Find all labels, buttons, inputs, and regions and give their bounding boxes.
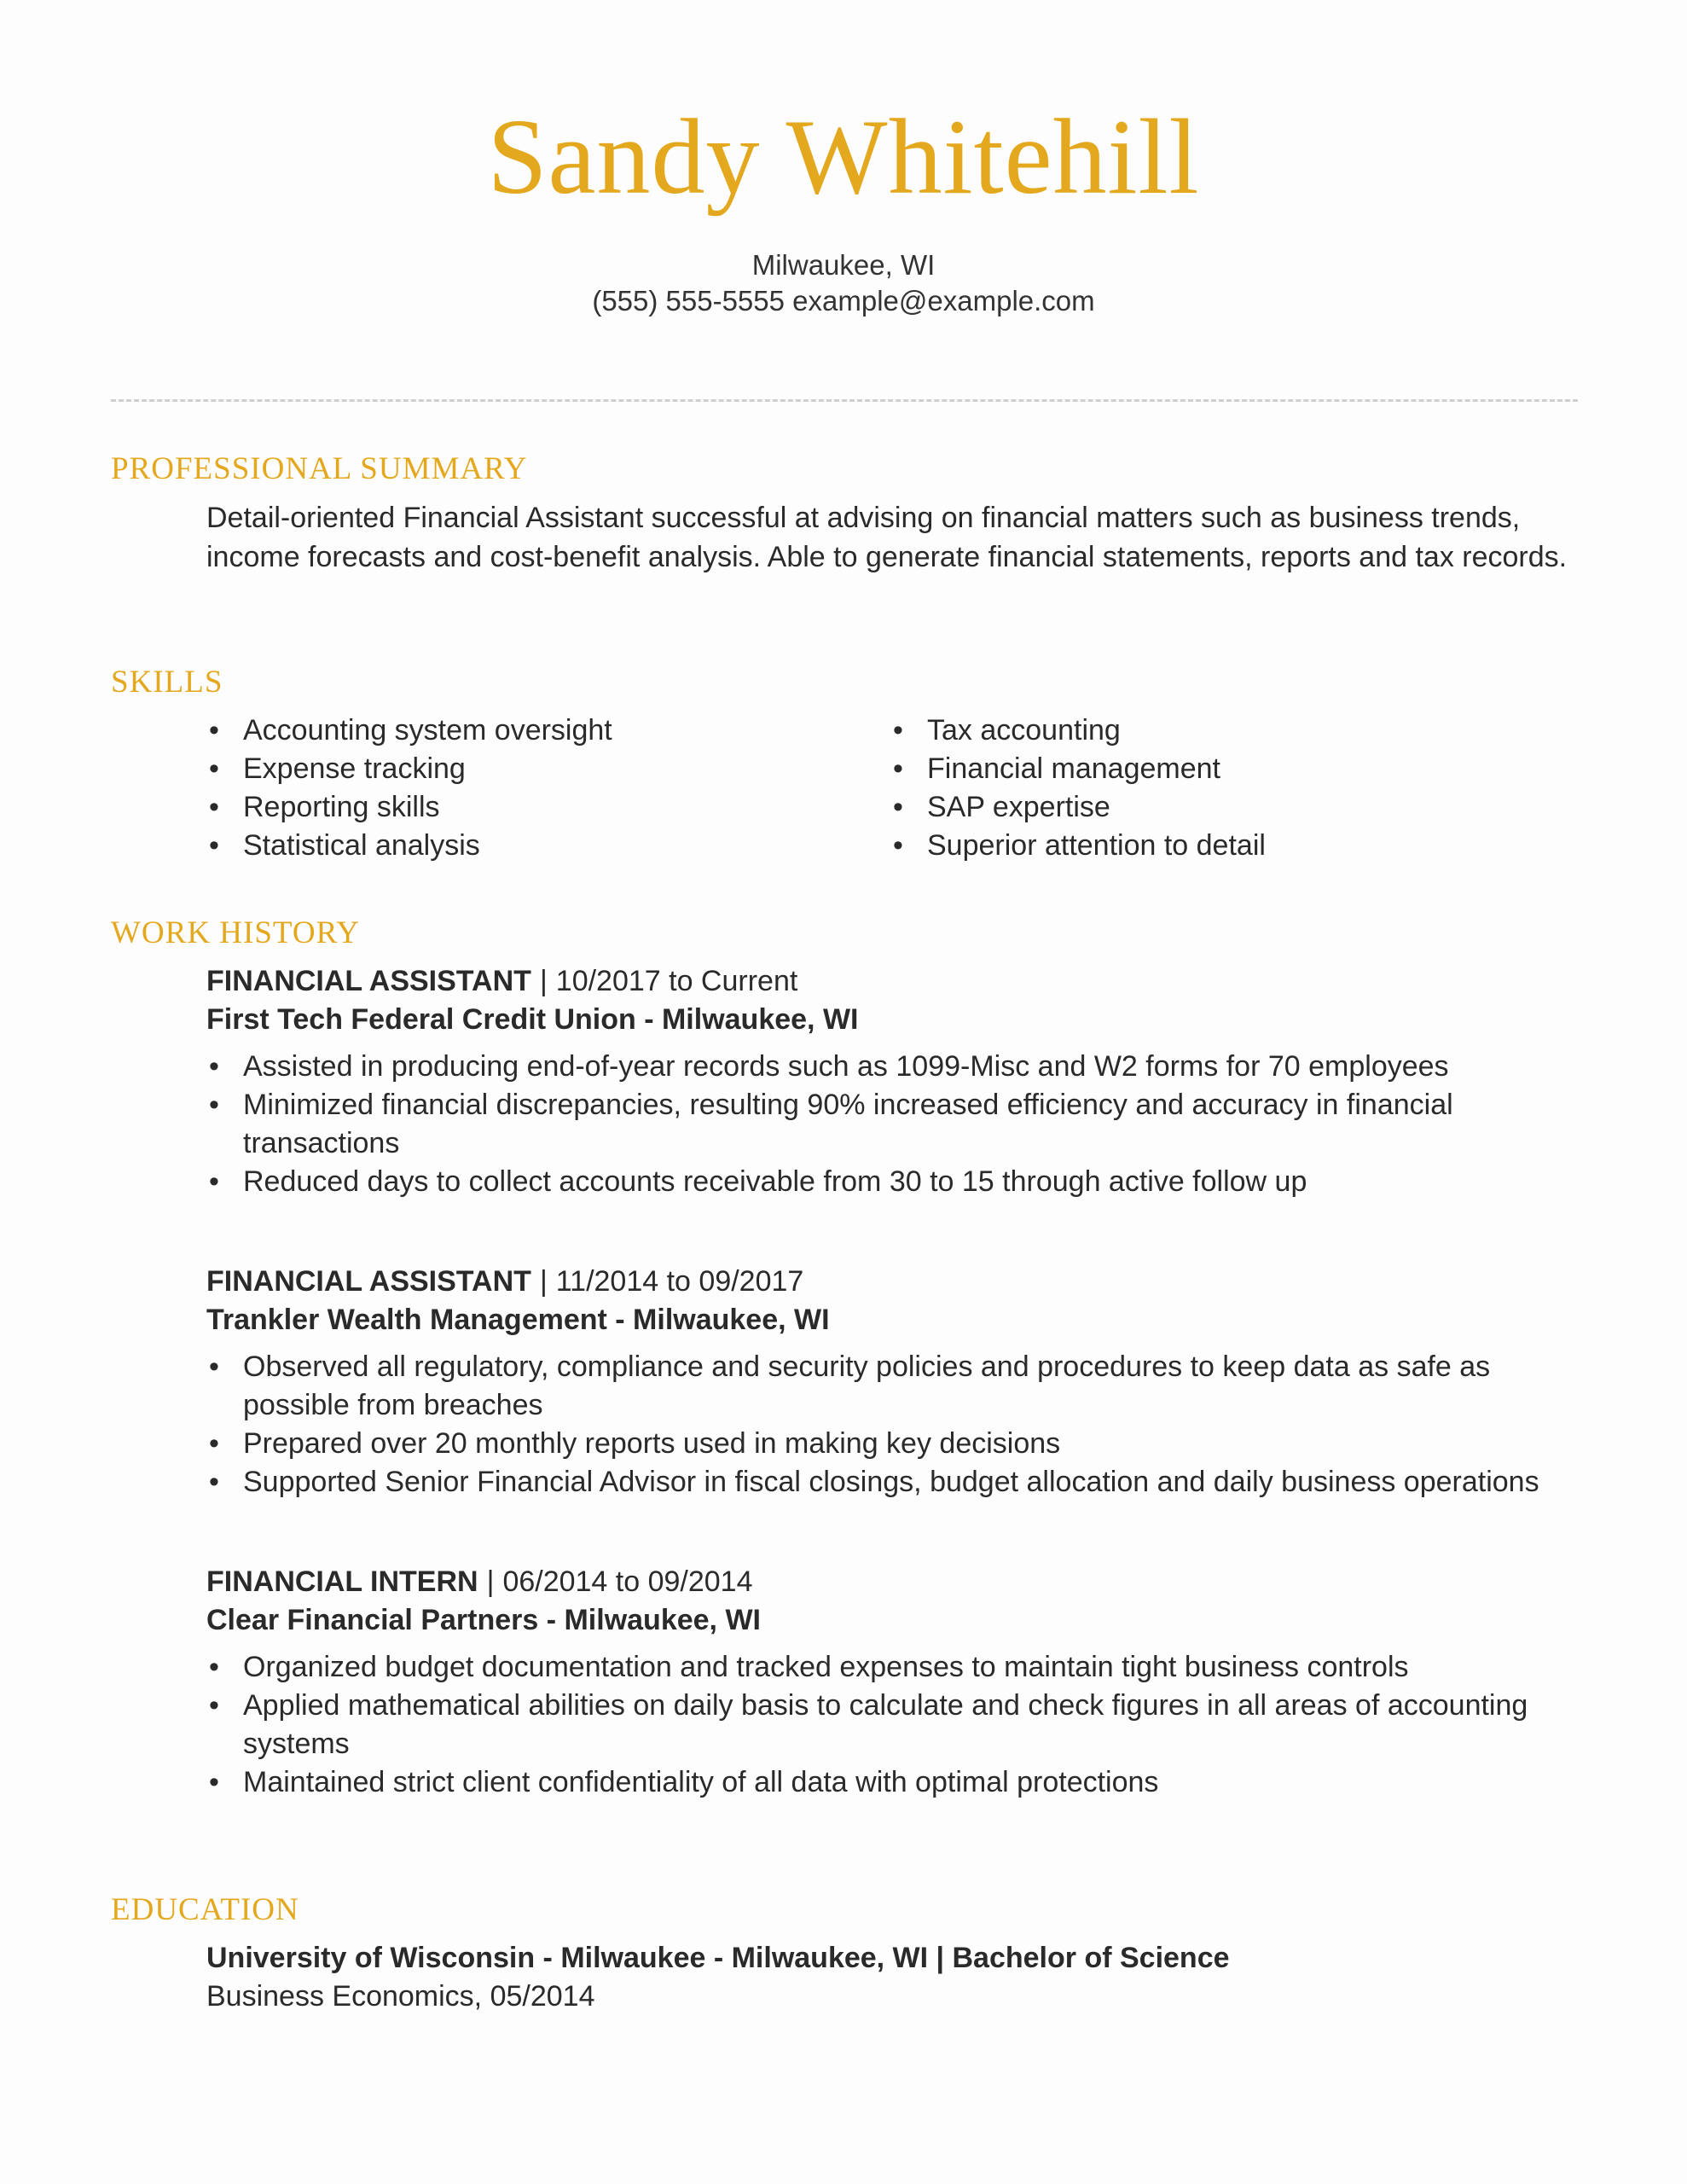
job-company: First Tech Federal Credit Union - Milwaukee, WI xyxy=(206,1003,859,1036)
bullet-icon: • xyxy=(209,714,219,746)
job-bullet-text: Organized budget documentation and tracked expenses to maintain tight business controls xyxy=(243,1651,1409,1683)
bullet-icon: • xyxy=(209,1651,219,1683)
bullet-icon: • xyxy=(893,752,903,785)
job-bullet xyxy=(206,1086,1588,1163)
job-company: Trankler Wealth Management - Milwaukee, WI xyxy=(206,1304,830,1336)
skills-column-right xyxy=(890,712,1556,865)
contact-email: example@example.com xyxy=(792,285,1095,317)
job-bullet xyxy=(206,1425,1588,1463)
skills-column-left xyxy=(206,712,872,865)
section-title-summary: PROFESSIONAL SUMMARY xyxy=(111,451,528,486)
job-title: FINANCIAL ASSISTANT xyxy=(206,965,531,997)
summary-text: Detail-oriented Financial Assistant successful at advising on financial matters such as business trends, income forecasts and cost-benefit analysis. Able to generate financial statements, reports and tax records. xyxy=(206,502,1568,573)
separator: | xyxy=(486,1565,495,1598)
contact-phone: (555) 555-5555 xyxy=(592,285,785,317)
skill-item xyxy=(206,827,872,865)
candidate-name: Sandy Whitehill xyxy=(487,98,1200,217)
job-bullet-text: Supported Senior Financial Advisor in fiscal closings, budget allocation and daily business operations xyxy=(243,1466,1539,1498)
skill-item-text: Accounting system oversight xyxy=(243,714,612,746)
job-bullet-text: Prepared over 20 monthly reports used in making key decisions xyxy=(243,1427,1061,1460)
bullet-icon: • xyxy=(209,1427,219,1460)
bullet-icon: • xyxy=(209,752,219,785)
job-bullet-text: Applied mathematical abilities on daily basis to calculate and check figures in all areas of accounting systems xyxy=(243,1689,1528,1760)
contact-phone-email xyxy=(0,283,1687,319)
skill-item-text: Expense tracking xyxy=(243,752,466,785)
job-bullet-text: Minimized financial discrepancies, resulting 90% increased efficiency and accuracy in financial transactions xyxy=(243,1089,1453,1159)
header-divider xyxy=(111,399,1578,402)
job-bullet xyxy=(206,1687,1588,1763)
bullet-icon: • xyxy=(893,791,903,823)
bullet-icon: • xyxy=(893,829,903,862)
job-bullet-text: Observed all regulatory, compliance and security policies and procedures to keep data as safe as possible from breaches xyxy=(243,1350,1491,1421)
skill-item xyxy=(890,712,1556,750)
bullet-icon: • xyxy=(209,1766,219,1798)
bullet-icon: • xyxy=(209,1689,219,1722)
education-detail: Business Economics, 05/2014 xyxy=(206,1980,595,2013)
bullet-icon: • xyxy=(893,714,903,746)
skill-item xyxy=(206,788,872,827)
job-title: FINANCIAL ASSISTANT xyxy=(206,1265,531,1298)
skill-item xyxy=(890,827,1556,865)
skill-item-text: Reporting skills xyxy=(243,791,440,823)
section-title-skills: SKILLS xyxy=(111,665,223,700)
separator: | xyxy=(539,1265,548,1298)
job-title: FINANCIAL INTERN xyxy=(206,1565,478,1598)
skill-item-text: Financial management xyxy=(927,752,1220,785)
education-entry xyxy=(206,1939,1588,2016)
job-bullet xyxy=(206,1348,1588,1425)
job-bullet-text: Reduced days to collect accounts receivable from 30 to 15 through active follow up xyxy=(243,1165,1307,1198)
job-dates: 10/2017 to Current xyxy=(555,965,798,997)
job-bullet xyxy=(206,1463,1588,1502)
skill-item-text: Statistical analysis xyxy=(243,829,480,862)
job-bullet xyxy=(206,1163,1588,1201)
job-dates: 06/2014 to 09/2014 xyxy=(502,1565,753,1598)
bullet-icon: • xyxy=(209,1050,219,1083)
bullet-icon: • xyxy=(209,791,219,823)
education-school: University of Wisconsin - Milwaukee - Milwaukee, WI | Bachelor of Science xyxy=(206,1942,1230,1974)
skill-item xyxy=(206,750,872,788)
bullet-icon: • xyxy=(209,829,219,862)
skill-item-text: Superior attention to detail xyxy=(927,829,1266,862)
skill-item xyxy=(890,750,1556,788)
bullet-icon: • xyxy=(209,1165,219,1198)
job-bullet xyxy=(206,1763,1588,1802)
bullet-icon: • xyxy=(209,1350,219,1383)
job-entry xyxy=(206,1563,1588,1802)
job-dates: 11/2014 to 09/2017 xyxy=(555,1265,804,1298)
skill-item-text: SAP expertise xyxy=(927,791,1110,823)
job-bullet xyxy=(206,1648,1588,1687)
separator: | xyxy=(539,965,548,997)
job-company: Clear Financial Partners - Milwaukee, WI xyxy=(206,1604,761,1636)
skill-item-text: Tax accounting xyxy=(927,714,1121,746)
job-bullets xyxy=(206,1648,1588,1802)
job-bullet-text: Maintained strict client confidentiality of all data with optimal protections xyxy=(243,1766,1159,1798)
contact-city: Milwaukee, WI xyxy=(751,249,936,281)
skill-item xyxy=(890,788,1556,827)
skill-item xyxy=(206,712,872,750)
section-title-work-history: WORK HISTORY xyxy=(111,915,360,950)
job-header xyxy=(206,1263,1588,1301)
job-header xyxy=(206,1563,1588,1601)
bullet-icon: • xyxy=(209,1466,219,1498)
job-entry xyxy=(206,962,1588,1201)
job-bullet-text: Assisted in producing end-of-year records such as 1099-Misc and W2 forms for 70 employees xyxy=(243,1050,1449,1083)
job-header xyxy=(206,962,1588,1001)
section-title-education: EDUCATION xyxy=(111,1892,299,1927)
job-bullets xyxy=(206,1048,1588,1201)
bullet-icon: • xyxy=(209,1089,219,1121)
job-entry xyxy=(206,1263,1588,1502)
job-bullet xyxy=(206,1048,1588,1086)
job-bullets xyxy=(206,1348,1588,1502)
